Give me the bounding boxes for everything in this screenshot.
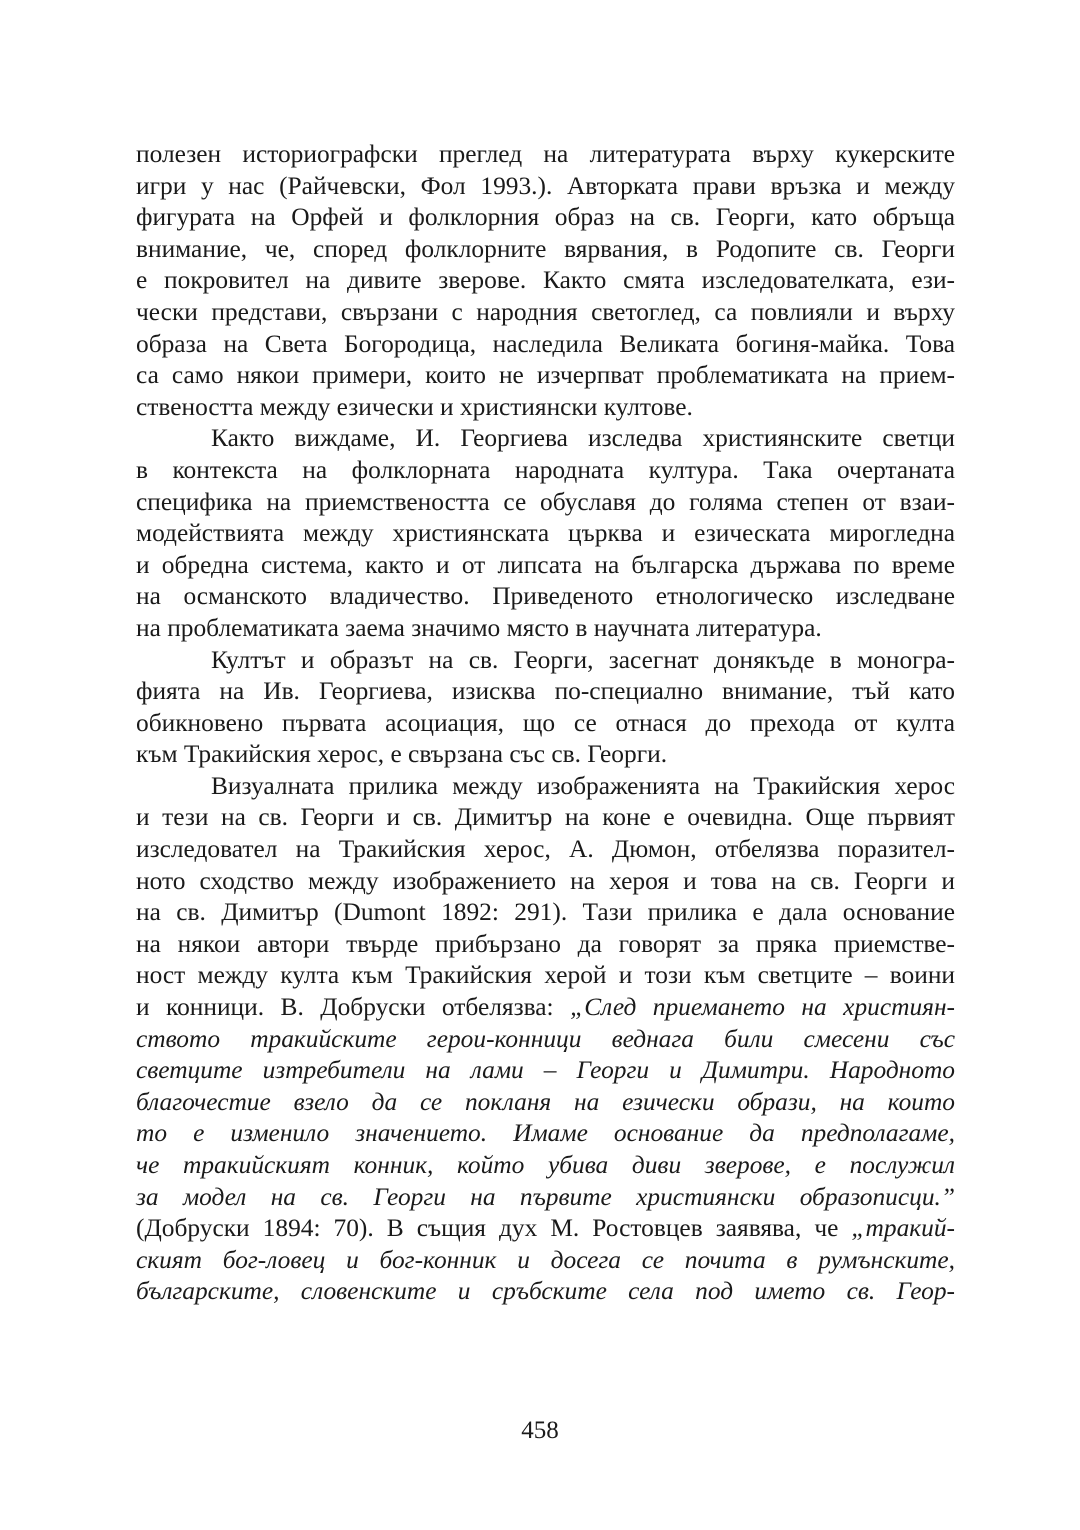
text-line: и тези на св. Георги и св. Димитър на коне е очевидна. Още първият	[136, 803, 955, 832]
quote-line: светците изтребители на лами – Георги и Димитри. Народното	[136, 1056, 955, 1085]
quote-line: че тракийският конник, който убива диви зверове, е послужил	[136, 1151, 955, 1179]
text-line: към Тракийския херос, е свързана със св. Георги.	[136, 740, 668, 769]
text-line: полезен историографски преглед на литературата върху кукерските	[136, 140, 955, 168]
quote-line: ският бог-ловец и бог-конник и досега се почита в румънските,	[136, 1245, 955, 1274]
quote-line: българските, словенските и сръбските села под името св. Геор-	[136, 1277, 955, 1306]
page-number: 458	[521, 1417, 559, 1444]
quote-segment: „След приемането на християн-	[570, 993, 955, 1022]
text-line: образа на Света Богородица, наследила Великата богиня-майка. Това	[136, 329, 955, 358]
text-line: и обредна система, както и от липсата на българска държава по време	[136, 550, 955, 579]
text-line: фията на Ив. Георгиева, изисква по-специално внимание, тъй като	[136, 677, 955, 706]
text-line: Както виждаме, И. Георгиева изследва християнските светци	[211, 424, 955, 453]
text-line: фигурата на Орфей и фолклорния образ на св. Георги, като обръща	[136, 203, 955, 232]
text-line: на османското владичество. Приведеното етнологическо изследване	[136, 582, 955, 611]
text-line: чески представи, свързани с народния светоглед, са повлияли и върху	[136, 297, 955, 326]
quote-segment: „тракий-	[851, 1214, 955, 1243]
quote-line: за модел на св. Георги на първите християнски образописци.”	[136, 1182, 955, 1211]
quote-line: благочестие взело да се покланя на езически образи, на които	[136, 1087, 955, 1116]
text-line: Визуалната прилика между изображенията на Тракийския херос	[211, 771, 955, 800]
text-line: Култът и образът на св. Георги, засегнат донякъде в моногра-	[211, 645, 955, 674]
text-line: внимание, че, според фолклорните вярвания, в Родопите св. Георги	[136, 234, 955, 263]
text-line: на някои автори твърде прибързано да говорят за пряка приемстве-	[136, 929, 955, 958]
text-line: ното сходство между изображението на хероя и това на св. Георги и	[136, 866, 955, 895]
text-line: изследовател на Тракийския херос, А. Дюмон, отбелязва поразител-	[136, 835, 955, 864]
text-line-mixed	[136, 1213, 955, 1245]
text-line: ствеността между езически и християнски култове.	[136, 392, 693, 421]
quote-line: то е изменило значението. Имаме основание да предполагаме,	[136, 1119, 955, 1148]
text-line: на проблематиката заема значимо място в научната литература.	[136, 613, 822, 642]
text-segment: (Добруски 1894: 70). В същия дух М. Ростовцев заявява, че	[136, 1214, 852, 1243]
text-line: са само някои примери, които не изчерпват проблематиката на прием-	[136, 361, 955, 390]
page-text	[136, 139, 955, 1308]
text-line: на св. Димитър (Dumont 1892: 291). Тази прилика е дала основание	[136, 898, 955, 927]
text-segment: и конници. В. Добруски отбелязва:	[136, 993, 571, 1022]
text-line: е покровител на дивите зверове. Както смята изследователката, ези-	[136, 266, 955, 295]
text-line: ност между култа към Тракийския херой и този към светците – воини	[136, 961, 955, 990]
text-line-mixed	[136, 992, 955, 1024]
text-line: специфика на приемствеността се обуславя до голяма степен от взаи-	[136, 487, 955, 516]
text-line: игри у нас (Райчевски, Фол 1993.). Авторката прави връзка и между	[136, 171, 955, 200]
text-line: модействията между християнската църква и езическата мирогледна	[136, 519, 955, 548]
text-line: в контекста на фолклорната народната култура. Така очертаната	[136, 455, 955, 484]
text-line: обикновено първата асоциация, що се отнася до прехода от култа	[136, 708, 955, 737]
quote-line: ството тракийските герои-конници веднага били смесени със	[136, 1024, 955, 1053]
